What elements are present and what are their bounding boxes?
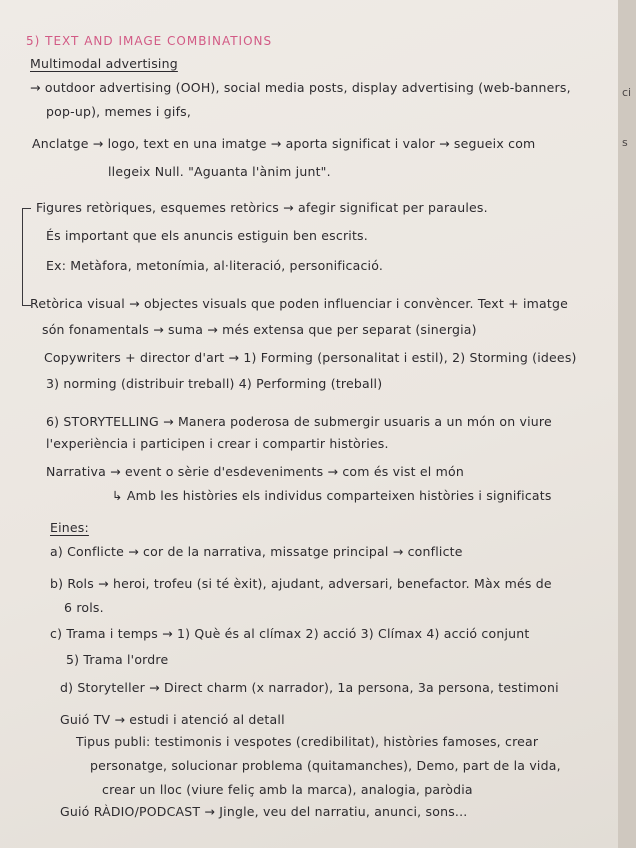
note-line-storytelling: 6) STORYTELLING → Manera poderosa de submergir usuaris a un món on viure [46,414,552,429]
note-line: llegeix Null. "Aguanta l'ànim junt". [108,164,331,179]
note-line: 3) norming (distribuir treball) 4) Performing (treball) [46,376,383,391]
section-heading-text-image: 5) TEXT AND IMAGE COMBINATIONS [26,34,273,48]
note-line-anclatge: Anclatge → logo, text en una imatge → aporta significat i valor → segueix com [32,136,536,151]
note-line-guio-radio: Guió RÀDIO/PODCAST → Jingle, veu del narratiu, anunci, sons... [60,804,468,819]
note-line: 6 rols. [64,600,104,615]
note-line: pop-up), memes i gifs, [46,104,192,119]
note-line-retorica-visual: Retòrica visual → objectes visuals que poden influenciar i convèncer. Text + imatge [30,296,569,311]
note-line-figures-retoriques: Figures retòriques, esquemes retòrics → afegir significat per paraules. [36,200,488,215]
heading-eines: Eines: [50,520,89,535]
note-line: crear un lloc (viure feliç amb la marca), analogia, paròdia [102,782,473,797]
note-line: → outdoor advertising (OOH), social media posts, display advertising (web-banners, [30,80,571,95]
note-line-storyteller: d) Storyteller → Direct charm (x narrador), 1a persona, 3a persona, testimoni [60,680,559,695]
note-line: personatge, solucionar problema (quitamanches), Demo, part de la vida, [90,758,561,773]
note-line-trama: c) Trama i temps → 1) Què és al clímax 2) acció 3) Clímax 4) acció conjunt [50,626,530,641]
margin-text: s [622,136,628,149]
note-line-copywriters: Copywriters + director d'art → 1) Forming (personalitat i estil), 2) Storming (idees) [44,350,577,365]
note-line: ↳ Amb les històries els individus comparteixen històries i significats [112,488,552,503]
note-line: són fonamentals → suma → més extensa que per separat (sinergia) [42,322,477,337]
note-line: Ex: Metàfora, metonímia, al·literació, personificació. [46,258,384,273]
note-line-guio-tv: Guió TV → estudi i atenció al detall [60,712,285,727]
note-line: l'experiència i participen i crear i compartir històries. [46,436,389,451]
note-line-tipus-publi: Tipus publi: testimonis i vespotes (credibilitat), històries famoses, crear [76,734,539,749]
margin-text: ci [622,86,632,99]
note-line-narrativa: Narrativa → event o sèrie d'esdeveniments → com és vist el món [46,464,464,479]
heading-multimodal-advertising: Multimodal advertising [30,56,178,71]
note-line: És important que els anuncis estiguin ben escrits. [46,228,368,243]
note-line-conflicte: a) Conflicte → cor de la narrativa, missatge principal → conflicte [50,544,463,559]
adjacent-page-edge [618,0,636,848]
note-line: 5) Trama l'ordre [66,652,169,667]
bracket-mark [22,208,31,306]
note-line-rols: b) Rols → heroi, trofeu (si té èxit), ajudant, adversari, benefactor. Màx més de [50,576,552,591]
